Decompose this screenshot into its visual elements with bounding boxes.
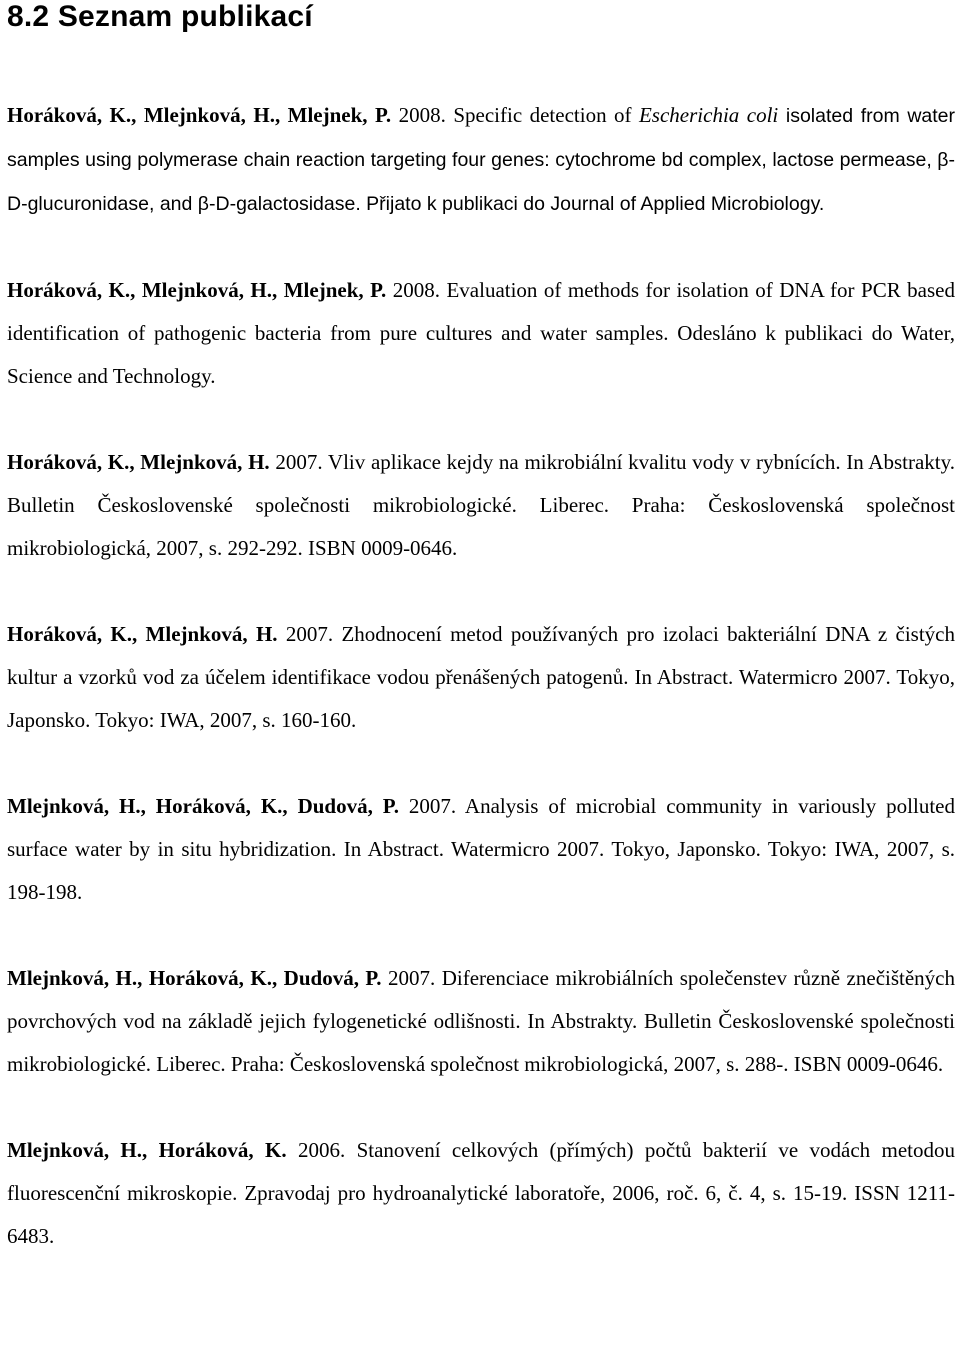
publication-year: 2007. — [277, 622, 334, 646]
publication-text: isolated from water samples using polymerase chain reaction targeting four genes: cytochrome bd complex, lactose permease, β-D-glucuronidase, and β-D-galactosidase. Přijato k publikaci do Journal of Applied Microbiology. — [7, 105, 956, 215]
document-page — [7, 0, 955, 1301]
publication-entry — [7, 1129, 955, 1258]
publication-authors: Mlejnková, H., Horáková, K., Dudová, P. — [7, 794, 399, 818]
section-heading: 8.2 Seznam publikací — [7, 0, 313, 33]
publication-text: Analysis of microbial community in variously polluted surface water by in situ hybridization. In Abstract. Watermicro 2007. Tokyo, Japonsko. Tokyo: IWA, 2007, s. 198-198. — [7, 794, 956, 904]
publication-authors: Horáková, K., Mlejnková, H. — [7, 622, 278, 646]
publication-entry — [7, 441, 955, 570]
publication-species-name: Escherichia coli — [638, 103, 779, 127]
publication-text: Evaluation of methods for isolation of DNA for PCR based identification of pathogenic bacteria from pure cultures and water samples. Odesláno k publikaci do Water, Science and Technology. — [7, 278, 955, 388]
publication-year: 2008. — [391, 103, 446, 127]
publication-year: 2007. — [269, 450, 323, 474]
publication-text: Diferenciace mikrobiálních společenstev různě znečištěných povrchových vod na základě jejich fylogenetické odlišnosti. In Abstrakty. Bulletin Československé společnosti mikrobiologické. Liberec. Praha: Československá společnost mikrobiologická, 2007, s. 288-. ISBN 0009-0646. — [7, 966, 956, 1076]
publication-authors: Horáková, K., Mlejnková, H., Mlejnek, P. — [7, 278, 387, 302]
publication-list — [7, 94, 955, 1258]
publication-year: 2006. — [286, 1138, 346, 1162]
publication-text: Zhodnocení metod používaných pro izolaci bakteriální DNA z čistých kultur a vzorků vod za účelem identifikace vodou přenášených patogenů. In Abstract. Watermicro 2007. Tokyo, Japonsko. Tokyo: IWA, 2007, s. 160-160. — [7, 622, 955, 732]
publication-entry — [7, 957, 955, 1086]
publication-year: 2007. — [398, 794, 457, 818]
publication-authors: Horáková, K., Mlejnková, H., Mlejnek, P. — [7, 103, 392, 127]
publication-text: Vliv aplikace kejdy na mikrobiální kvalitu vody v rybnících. In Abstrakty. Bulletin Československé společnosti mikrobiologické. Liberec. Praha: Československá společnost mikrobiologická, 2007, s. 292-292. ISBN 0009-0646. — [7, 450, 955, 560]
publication-year: 2007. — [381, 966, 436, 990]
publication-entry — [7, 785, 955, 914]
publication-year: 2008. — [386, 278, 440, 302]
publication-authors: Mlejnková, H., Horáková, K. — [7, 1138, 287, 1162]
publication-text: Stanovení celkových (přímých) počtů bakterií ve vodách metodou fluorescenční mikroskopie. Zpravodaj pro hydroanalytické laboratoře, 2006, roč. 6, č. 4, s. 15-19. ISSN 1211-6483. — [7, 1138, 955, 1248]
publication-entry — [7, 613, 955, 742]
publication-authors: Horáková, K., Mlejnková, H. — [7, 450, 270, 474]
publication-text: Specific detection of — [445, 103, 639, 127]
publication-entry — [7, 94, 955, 226]
publication-entry — [7, 269, 955, 398]
publication-authors: Mlejnková, H., Horáková, K., Dudová, P. — [7, 966, 382, 990]
